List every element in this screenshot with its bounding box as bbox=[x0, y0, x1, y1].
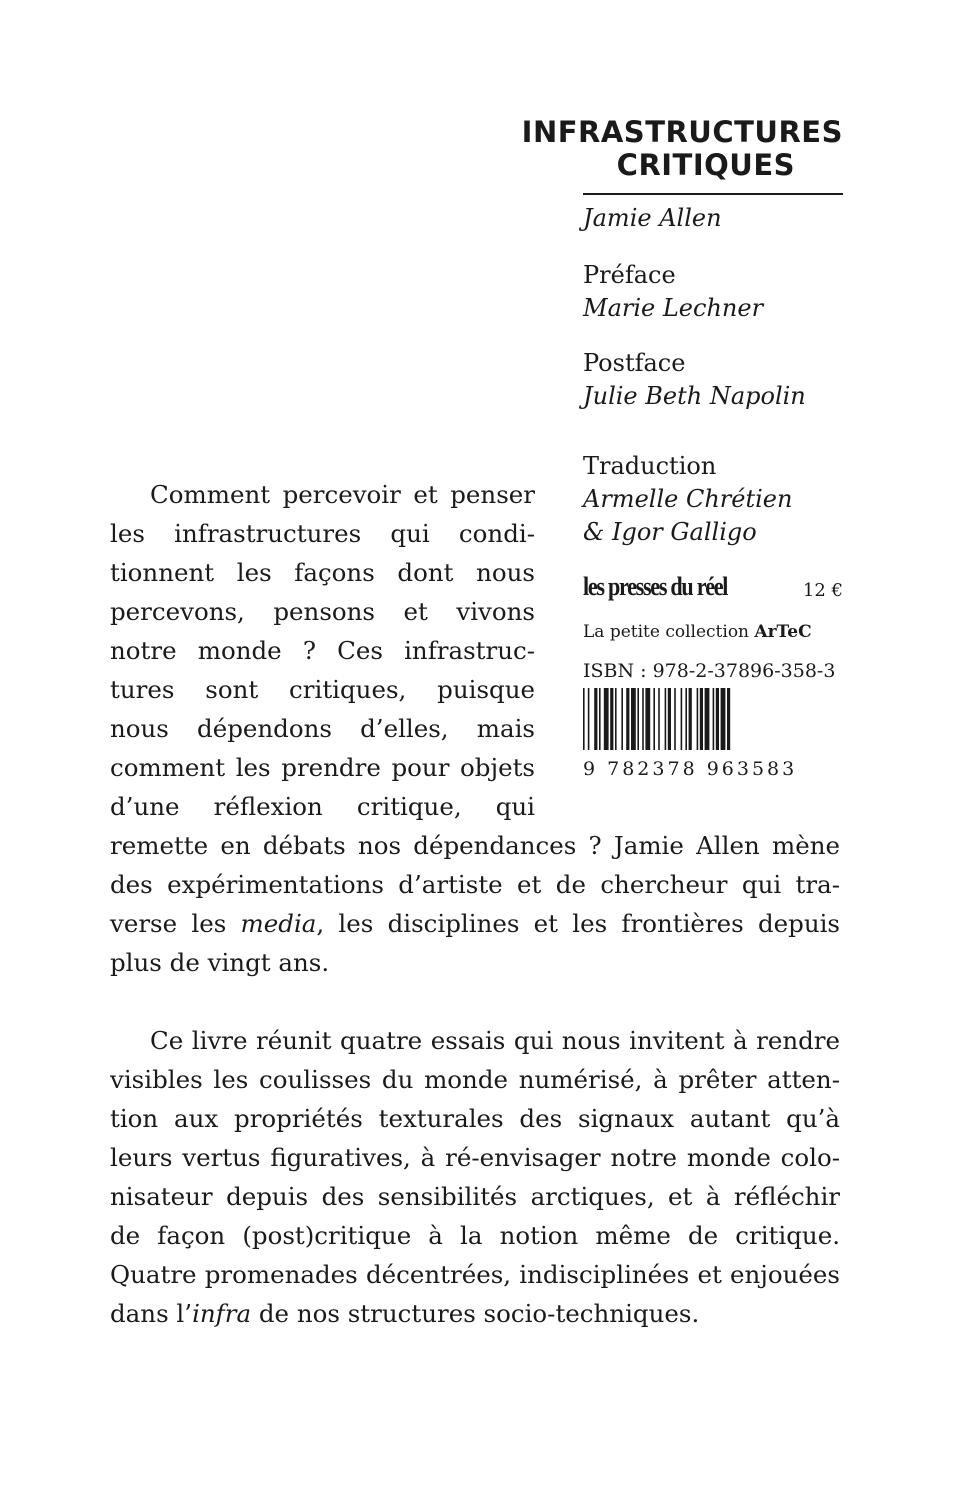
text-line bbox=[110, 904, 840, 943]
postface-name: Julie Beth Napolin bbox=[583, 382, 806, 410]
title-rule bbox=[583, 193, 843, 195]
text-line: plus de vingt ans. bbox=[110, 948, 330, 977]
text-fragment: verse les bbox=[110, 909, 241, 938]
price: 12 € bbox=[802, 580, 843, 601]
barcode-digits: 9 782378 963583 bbox=[583, 758, 798, 780]
barcode-bar bbox=[604, 688, 609, 750]
text-line: Comment percevoir et penser bbox=[150, 480, 535, 509]
barcode bbox=[583, 688, 843, 750]
paragraph-1-narrow bbox=[110, 475, 535, 826]
barcode-bar bbox=[681, 688, 683, 750]
collection-name: ArTeC bbox=[754, 622, 812, 642]
emphasis-infra: infra bbox=[192, 1299, 252, 1328]
text-line: percevons, pensons et vivons bbox=[110, 597, 535, 626]
translator-1: Armelle Chrétien bbox=[583, 485, 793, 513]
text-line: visibles les coulisses du monde numérisé, à prêter atten- bbox=[110, 1065, 840, 1094]
barcode-bar bbox=[665, 688, 667, 750]
barcode-bar bbox=[626, 688, 629, 750]
barcode-bar bbox=[631, 688, 636, 750]
barcode-bar bbox=[668, 688, 671, 750]
title-line-1: INFRASTRUCTURES bbox=[521, 115, 843, 149]
text-line: tionnent les façons dont nous bbox=[110, 558, 535, 587]
isbn: ISBN : 978-2-37896-358-3 bbox=[583, 660, 836, 682]
translation-block bbox=[583, 450, 853, 549]
text-line: Ce livre réunit quatre essais qui nous invitent à rendre bbox=[150, 1026, 840, 1055]
paragraph-1-wide bbox=[110, 826, 840, 982]
text-line: d’une réflexion critique, qui bbox=[110, 792, 535, 821]
collection-line bbox=[583, 622, 812, 642]
barcode-bar bbox=[658, 688, 660, 750]
postface-label: Postface bbox=[583, 349, 686, 377]
text-line: comment les prendre pour objets bbox=[110, 753, 535, 782]
barcode-bar bbox=[610, 688, 613, 750]
paragraph-2 bbox=[110, 1021, 840, 1333]
barcode-bar bbox=[588, 688, 590, 750]
preface-block bbox=[583, 259, 853, 325]
collection-prefix: La petite collection bbox=[583, 622, 755, 642]
barcode-bar bbox=[599, 688, 601, 750]
text-line: de façon (post)critique à la notion même de critique. bbox=[110, 1221, 840, 1250]
text-line: des expérimentations d’artiste et de chercheur qui tra- bbox=[110, 870, 840, 899]
barcode-bar bbox=[727, 688, 730, 750]
text-line: nous dépendons d’elles, mais bbox=[110, 714, 535, 743]
text-line: tures sont critiques, puisque bbox=[110, 675, 535, 704]
emphasis-media: media bbox=[240, 909, 317, 938]
author-name: Jamie Allen bbox=[583, 204, 722, 232]
book-title bbox=[522, 116, 843, 182]
barcode-bar bbox=[615, 688, 617, 750]
preface-label: Préface bbox=[583, 261, 676, 289]
text-line: nisateur depuis des sensibilités arctiques, et à réfléchir bbox=[110, 1182, 840, 1211]
publisher-logo: les presses du réel bbox=[583, 572, 728, 601]
text-line: notre monde ? Ces infrastruc- bbox=[110, 636, 535, 665]
barcode-bar bbox=[705, 688, 710, 750]
preface-name: Marie Lechner bbox=[583, 294, 764, 322]
barcode-bar bbox=[700, 688, 703, 750]
author-block bbox=[583, 202, 853, 235]
text-line: remette en débats nos dépendances ? Jamie Allen mène bbox=[110, 831, 840, 860]
text-line: leurs vertus figuratives, à ré-envisager notre monde colo- bbox=[110, 1143, 840, 1172]
text-line bbox=[110, 1294, 840, 1333]
barcode-bar bbox=[645, 688, 650, 750]
text-line: tion aux propriétés texturales des signaux autant qu’à bbox=[110, 1104, 840, 1133]
text-fragment: de nos structures socio-techniques. bbox=[251, 1299, 700, 1328]
barcode-bar bbox=[642, 688, 644, 750]
barcode-bar bbox=[674, 688, 676, 750]
barcode-bar bbox=[653, 688, 655, 750]
barcode-bar bbox=[621, 688, 623, 750]
text-line: les infrastructures qui condi- bbox=[110, 519, 535, 548]
barcode-bar bbox=[716, 688, 719, 750]
barcode-bar bbox=[697, 688, 699, 750]
barcode-bar bbox=[583, 688, 585, 750]
translator-2: & Igor Galligo bbox=[583, 518, 757, 546]
barcode-bar bbox=[713, 688, 715, 750]
barcode-bar bbox=[685, 688, 687, 750]
title-line-2: CRITIQUES bbox=[616, 148, 796, 182]
text-fragment: dans l’ bbox=[110, 1299, 193, 1328]
text-line: Quatre promenades décentrées, indisciplinées et enjouées bbox=[110, 1260, 840, 1289]
barcode-bar bbox=[637, 688, 639, 750]
text-fragment: , les disciplines et les frontières depuis bbox=[316, 909, 841, 938]
postface-block bbox=[583, 347, 853, 413]
barcode-bar bbox=[721, 688, 726, 750]
barcode-bar bbox=[689, 688, 692, 750]
translation-label: Traduction bbox=[583, 452, 717, 480]
barcode-bar bbox=[594, 688, 597, 750]
